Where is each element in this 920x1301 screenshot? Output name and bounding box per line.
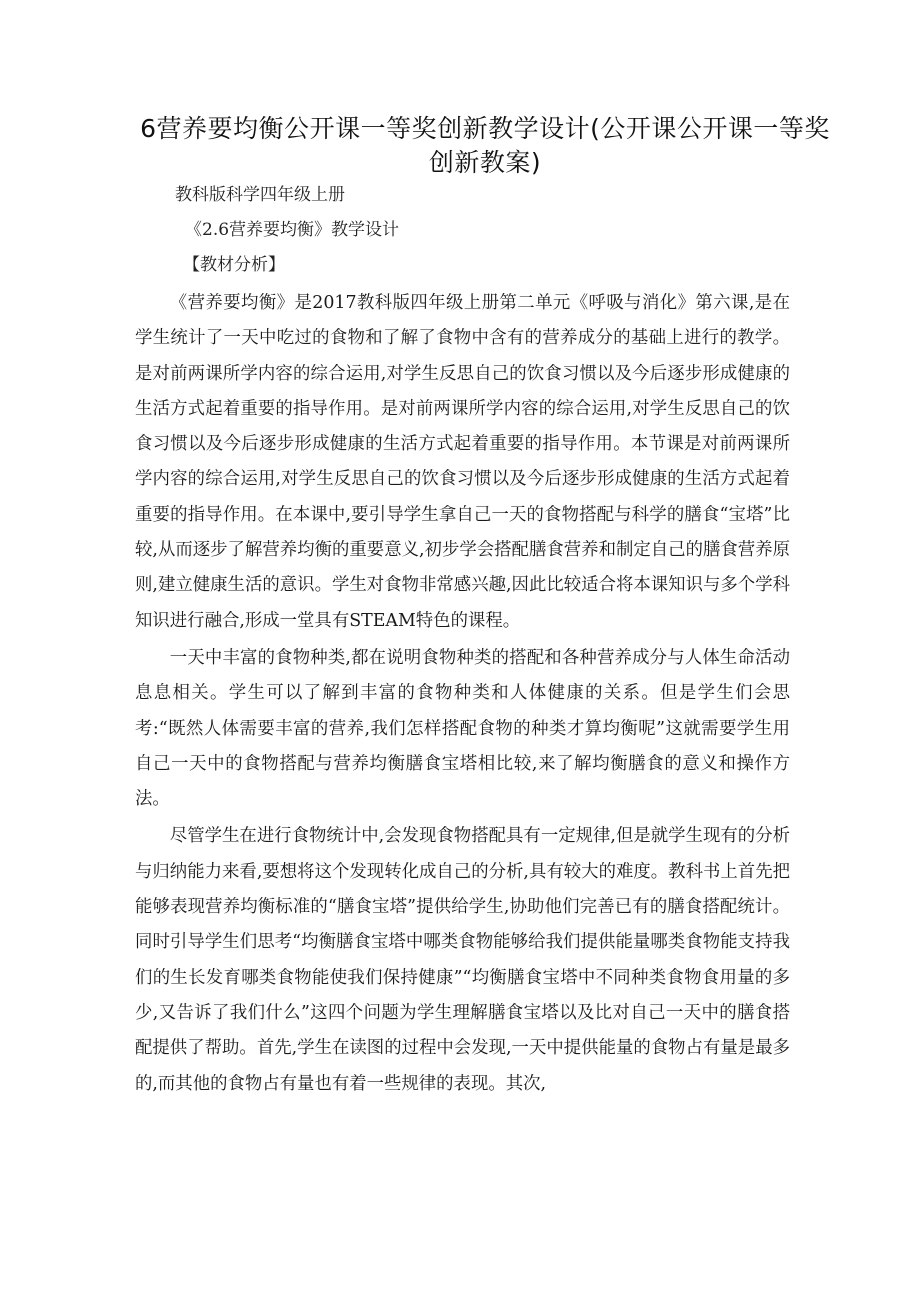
paragraph-food-variety: 一天中丰富的食物种类,都在说明食物种类的搭配和各种营养成分与人体生命活动息息相关。学生可以了解到丰富的食物种类和人体健康的关系。但是学生们会思考:“既然人体需要丰富的营养,我们怎样搭配食物的种类才算均衡呢”这就需要学生用自己一天中的食物搭配与营养均衡膳食宝塔相比较,来了解均衡膳食的意义和操作方法。 [135, 647, 790, 810]
paragraph-textbook-analysis: 《营养要均衡》是2017教科版四年级上册第二单元《呼吸与消化》第六课,是在学生统计了一天中吃过的食物和了解了食物中含有的营养成分的基础上进行的教学。是对前两课所学内容的综合运用,对学生反思自己的饮食习惯以及今后逐步形成健康的生活方式起着重要的指导作用。是对前两课所学内容的综合运用,对学生反思自己的饮食习惯以及今后逐步形成健康的生活方式起着重要的指导作用。本节课是对前两课所学内容的综合运用,对学生反思自己的饮食习惯以及今后逐步形成健康的生活方式起着重要的指导作用。在本课中,要引导学生拿自己一天的食物搭配与科学的膳食“宝塔”比较,从而逐步了解营养均衡的重要意义,初步学会搭配膳食营养和制定自己的膳食营养原则,建立健康生活的意识。学生对食物非常感兴趣,因此比较适合将本课知识与多个学科知识进行融合,形成一堂具有STEAM特色的课程。 [135, 293, 790, 631]
paragraph-food-pagoda: 尽管学生在进行食物统计中,会发现食物搭配具有一定规律,但是就学生现有的分析与归纳能力来看,要想将这个发现转化成自己的分析,具有较大的难度。教科书上首先把能够表现营养均衡标准的“膳食宝塔”提供给学生,协助他们完善已有的膳食搭配统计。同时引导学生们思考“均衡膳食宝塔中哪类食物能够给我们提供能量哪类食物能支持我们的生长发育哪类食物能使我们保持健康”“均衡膳食宝塔中不同种类食物食用量的多少,又告诉了我们什么”这四个问题为学生理解膳食宝塔以及比对自己一天中的膳食搭配提供了帮助。首先,学生在读图的过程中会发现,一天中提供能量的食物占有量是最多的,而其他的食物占有量也有着一些规律的表现。其次, [135, 826, 790, 1094]
document-title: 6营养要均衡公开课一等奖创新教学设计(公开课公开课一等奖创新教案) [140, 114, 830, 177]
body-text [135, 286, 790, 1104]
section-heading: 【教材分析】 [183, 255, 285, 275]
lesson-title: 《2.6营养要均衡》教学设计 [185, 220, 400, 240]
textbook-subtitle: 教科版科学四年级上册 [175, 185, 345, 205]
